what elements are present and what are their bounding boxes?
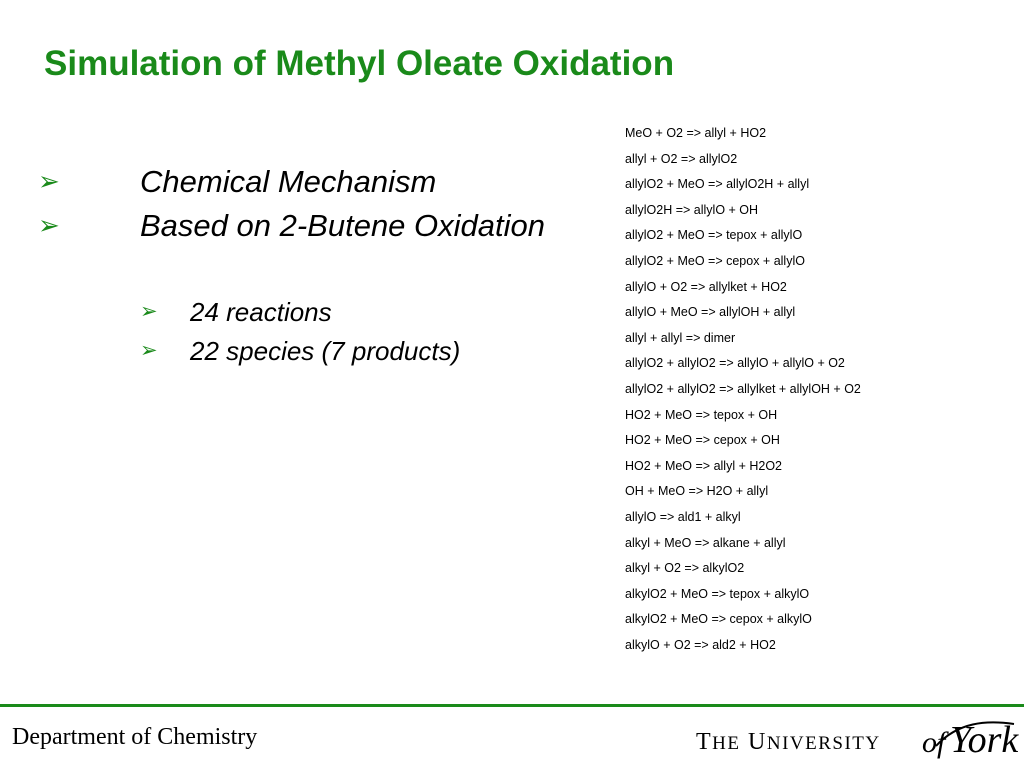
footer-divider bbox=[0, 704, 1024, 707]
bullet-text: Chemical Mechanism bbox=[140, 164, 437, 199]
bullet-item bbox=[38, 164, 437, 200]
svg-text:York: York bbox=[950, 719, 1019, 761]
sub-bullet-item bbox=[140, 336, 461, 367]
university-of-york-logo bbox=[696, 718, 1020, 762]
reaction-item: allylO2H => allylO + OH bbox=[625, 202, 759, 217]
bullet-item bbox=[38, 208, 545, 244]
reaction-item: allylO + MeO => allylOH + allyl bbox=[625, 305, 796, 320]
slide-title: Simulation of Methyl Oleate Oxidation bbox=[44, 44, 675, 83]
reaction-item: allyl + O2 => allylO2 bbox=[625, 151, 738, 166]
reaction-item: alkylO2 + MeO => cepox + alkylO bbox=[625, 612, 812, 627]
reaction-item: HO2 + MeO => allyl + H2O2 bbox=[625, 458, 783, 473]
arrow-bullet-icon: ➢ bbox=[38, 166, 60, 196]
reaction-item: alkylO2 + MeO => tepox + alkylO bbox=[625, 586, 810, 601]
reaction-item: allylO2 + MeO => allylO2H + allyl bbox=[625, 177, 810, 192]
reaction-item: alkyl + O2 => alkylO2 bbox=[625, 561, 745, 576]
reaction-item: allylO2 + allylO2 => allylket + allylOH + O2 bbox=[625, 381, 861, 396]
sub-bullet-text: 22 species (7 products) bbox=[190, 336, 461, 366]
reaction-item: alkyl + MeO => alkane + allyl bbox=[625, 535, 786, 550]
reaction-item: allylO => ald1 + alkyl bbox=[625, 509, 741, 524]
reaction-item: OH + MeO => H2O + allyl bbox=[625, 484, 769, 499]
reaction-item: allylO2 + MeO => tepox + allylO bbox=[625, 228, 803, 243]
reaction-item: alkylO + O2 => ald2 + HO2 bbox=[625, 637, 776, 652]
bullet-text: Based on 2-Butene Oxidation bbox=[140, 208, 545, 243]
sub-bullet-text: 24 reactions bbox=[190, 297, 332, 327]
arrow-bullet-icon: ➢ bbox=[140, 300, 158, 323]
reaction-item: allylO + O2 => allylket + HO2 bbox=[625, 279, 787, 294]
reaction-item: MeO + O2 => allyl + HO2 bbox=[625, 126, 767, 140]
arrow-bullet-icon: ➢ bbox=[140, 339, 158, 362]
sub-bullet-item bbox=[140, 297, 332, 328]
svg-text:THE UNIVERSITY: THE UNIVERSITY bbox=[696, 729, 881, 755]
reaction-item: allylO2 + MeO => cepox + allylO bbox=[625, 253, 805, 268]
reaction-item: allylO2 + allylO2 => allylO + allylO + O2 bbox=[625, 356, 845, 371]
reaction-item: HO2 + MeO => cepox + OH bbox=[625, 433, 780, 448]
svg-text:of: of bbox=[922, 726, 946, 759]
reaction-item: HO2 + MeO => tepox + OH bbox=[625, 407, 778, 422]
reaction-item: allyl + allyl => dimer bbox=[625, 330, 736, 345]
reaction-list bbox=[625, 124, 861, 661]
arrow-bullet-icon: ➢ bbox=[38, 210, 60, 240]
department-label: Department of Chemistry bbox=[12, 724, 258, 750]
